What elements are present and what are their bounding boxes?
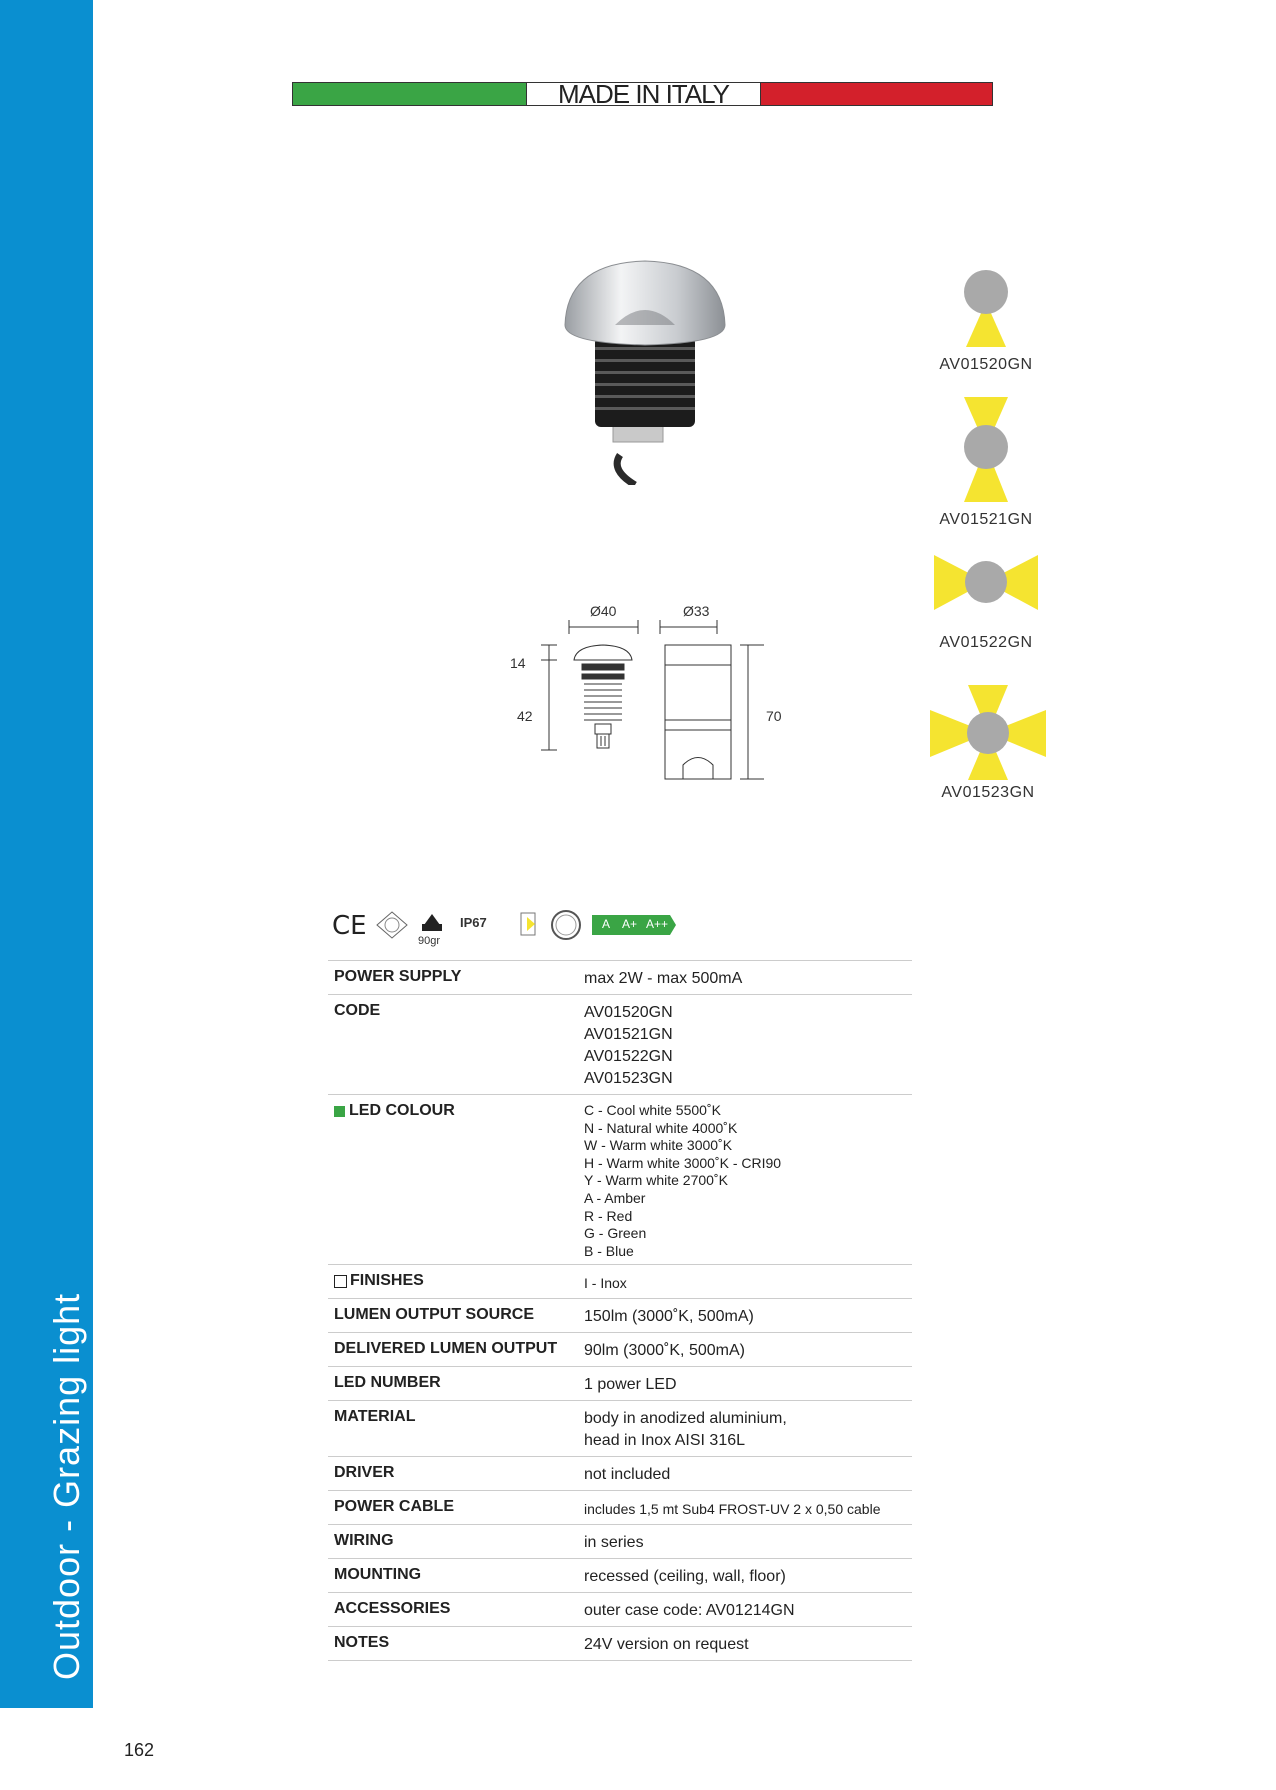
colour-item: B - Blue xyxy=(584,1242,634,1259)
spec-value: 24V version on request xyxy=(584,1636,749,1654)
flag-red-stripe xyxy=(761,83,992,105)
variant-code: AV01522GN xyxy=(939,634,1033,651)
colour-item: W - Warm white 3000˚K xyxy=(584,1137,733,1154)
spec-label: NOTES xyxy=(334,1634,390,1652)
product-photo xyxy=(555,255,735,485)
spec-label: MATERIAL xyxy=(334,1408,416,1426)
code-item: AV01522GN xyxy=(584,1048,673,1065)
weight-label: 90gr xyxy=(418,935,441,947)
beam-two-way-icon xyxy=(946,392,1026,507)
spec-value: includes 1,5 mt Sub4 FROST-UV 2 x 0,50 cable xyxy=(584,1501,881,1518)
spec-label: LED NUMBER xyxy=(334,1374,441,1392)
colour-item: N - Natural white 4000˚K xyxy=(584,1119,738,1136)
spec-row-delivered-lumen xyxy=(328,1333,912,1367)
spec-value: not included xyxy=(584,1466,671,1484)
dim-height-42: 42 xyxy=(517,708,533,724)
code-item: AV01521GN xyxy=(584,1026,673,1043)
spec-value xyxy=(584,1102,912,1260)
technical-drawing xyxy=(500,590,800,790)
spec-value: 1 power LED xyxy=(584,1376,677,1394)
energy-class-a: A xyxy=(602,917,611,931)
spec-label: DRIVER xyxy=(334,1464,395,1482)
spec-row-material xyxy=(328,1401,912,1457)
variant-two-way-side xyxy=(916,540,1056,652)
spec-label xyxy=(334,1102,584,1260)
spec-row-accessories xyxy=(328,1593,912,1627)
energy-class-a-plus: A+ xyxy=(622,917,638,931)
made-in-italy-banner xyxy=(292,82,993,106)
led-colour-label: LED COLOUR xyxy=(349,1102,455,1119)
page-number: 162 xyxy=(124,1740,155,1760)
banner-text: MADE IN ITALY xyxy=(526,83,761,105)
spec-label: POWER CABLE xyxy=(334,1498,454,1516)
section-title: Outdoor - Grazing light xyxy=(46,1292,87,1680)
flag-green-stripe xyxy=(293,83,526,105)
spec-value xyxy=(584,1002,912,1090)
spec-row-mounting xyxy=(328,1559,912,1593)
colour-item: R - Red xyxy=(584,1207,633,1224)
spec-label: LUMEN OUTPUT SOURCE xyxy=(334,1306,534,1324)
colour-item: Y - Warm white 2700˚K xyxy=(584,1172,728,1189)
colour-item: A - Amber xyxy=(584,1189,646,1206)
finishes-label: FINISHES xyxy=(350,1272,424,1290)
spec-row-finishes xyxy=(328,1265,912,1299)
ip-rating: IP67 xyxy=(460,915,487,930)
colour-item: C - Cool white 5500˚K xyxy=(584,1102,721,1118)
beam-four-way-icon xyxy=(928,685,1048,780)
spec-row-code xyxy=(328,995,912,1095)
spec-value: max 2W - max 500mA xyxy=(584,970,743,987)
dim-diameter-40: Ø40 xyxy=(590,603,617,619)
spec-value xyxy=(584,1408,912,1452)
material-line: head in Inox AISI 316L xyxy=(584,1432,746,1450)
spec-row-led-colour xyxy=(328,1095,912,1265)
beam-side-icon xyxy=(926,540,1046,630)
spec-label: ACCESSORIES xyxy=(334,1600,451,1618)
spec-value: I - Inox xyxy=(584,1275,627,1292)
colour-item: H - Warm white 3000˚K - CRI90 xyxy=(584,1154,782,1171)
spec-value: 90lm (3000˚K, 500mA) xyxy=(584,1342,745,1360)
variant-four-way xyxy=(918,685,1058,802)
spec-label: CODE xyxy=(334,1002,381,1019)
spec-row-lumen-source xyxy=(328,1299,912,1333)
spec-label: POWER SUPPLY xyxy=(334,968,462,985)
spec-row-led-number xyxy=(328,1367,912,1401)
variant-code: AV01523GN xyxy=(941,784,1035,801)
energy-class-a-plus-plus: A++ xyxy=(646,917,669,931)
spec-value: 150lm (3000˚K, 500mA) xyxy=(584,1308,754,1326)
dim-diameter-33: Ø33 xyxy=(683,603,710,619)
variant-two-way xyxy=(916,392,1056,529)
dim-height-70: 70 xyxy=(766,708,782,724)
spec-row-power-cable xyxy=(328,1491,912,1525)
variant-code: AV01521GN xyxy=(939,511,1033,528)
spec-value: in series xyxy=(584,1534,644,1552)
material-line: body in anodized aluminium, xyxy=(584,1410,787,1428)
spec-row-power-supply xyxy=(328,961,912,995)
variant-code: AV01520GN xyxy=(939,356,1033,373)
spec-value: recessed (ceiling, wall, floor) xyxy=(584,1568,786,1586)
spec-label: MOUNTING xyxy=(334,1566,422,1584)
beam-one-way-icon xyxy=(946,262,1026,352)
spec-value: outer case code: AV01214GN xyxy=(584,1602,795,1620)
dim-height-14: 14 xyxy=(510,655,526,671)
code-item: AV01523GN xyxy=(584,1070,673,1087)
spec-row-notes xyxy=(328,1627,912,1661)
spec-label: DELIVERED LUMEN OUTPUT xyxy=(334,1340,558,1358)
spec-label xyxy=(334,1272,584,1294)
spec-row-driver xyxy=(328,1457,912,1491)
certification-icons xyxy=(330,905,690,945)
spec-table xyxy=(328,960,912,1661)
svg-text:CE: CE xyxy=(332,911,367,941)
spec-row-wiring xyxy=(328,1525,912,1559)
colour-item: G - Green xyxy=(584,1225,647,1242)
code-item: AV01520GN xyxy=(584,1004,673,1021)
empty-square-icon xyxy=(334,1275,347,1288)
variant-one-way xyxy=(916,262,1056,374)
green-square-icon xyxy=(334,1106,345,1117)
spec-label: WIRING xyxy=(334,1532,394,1550)
